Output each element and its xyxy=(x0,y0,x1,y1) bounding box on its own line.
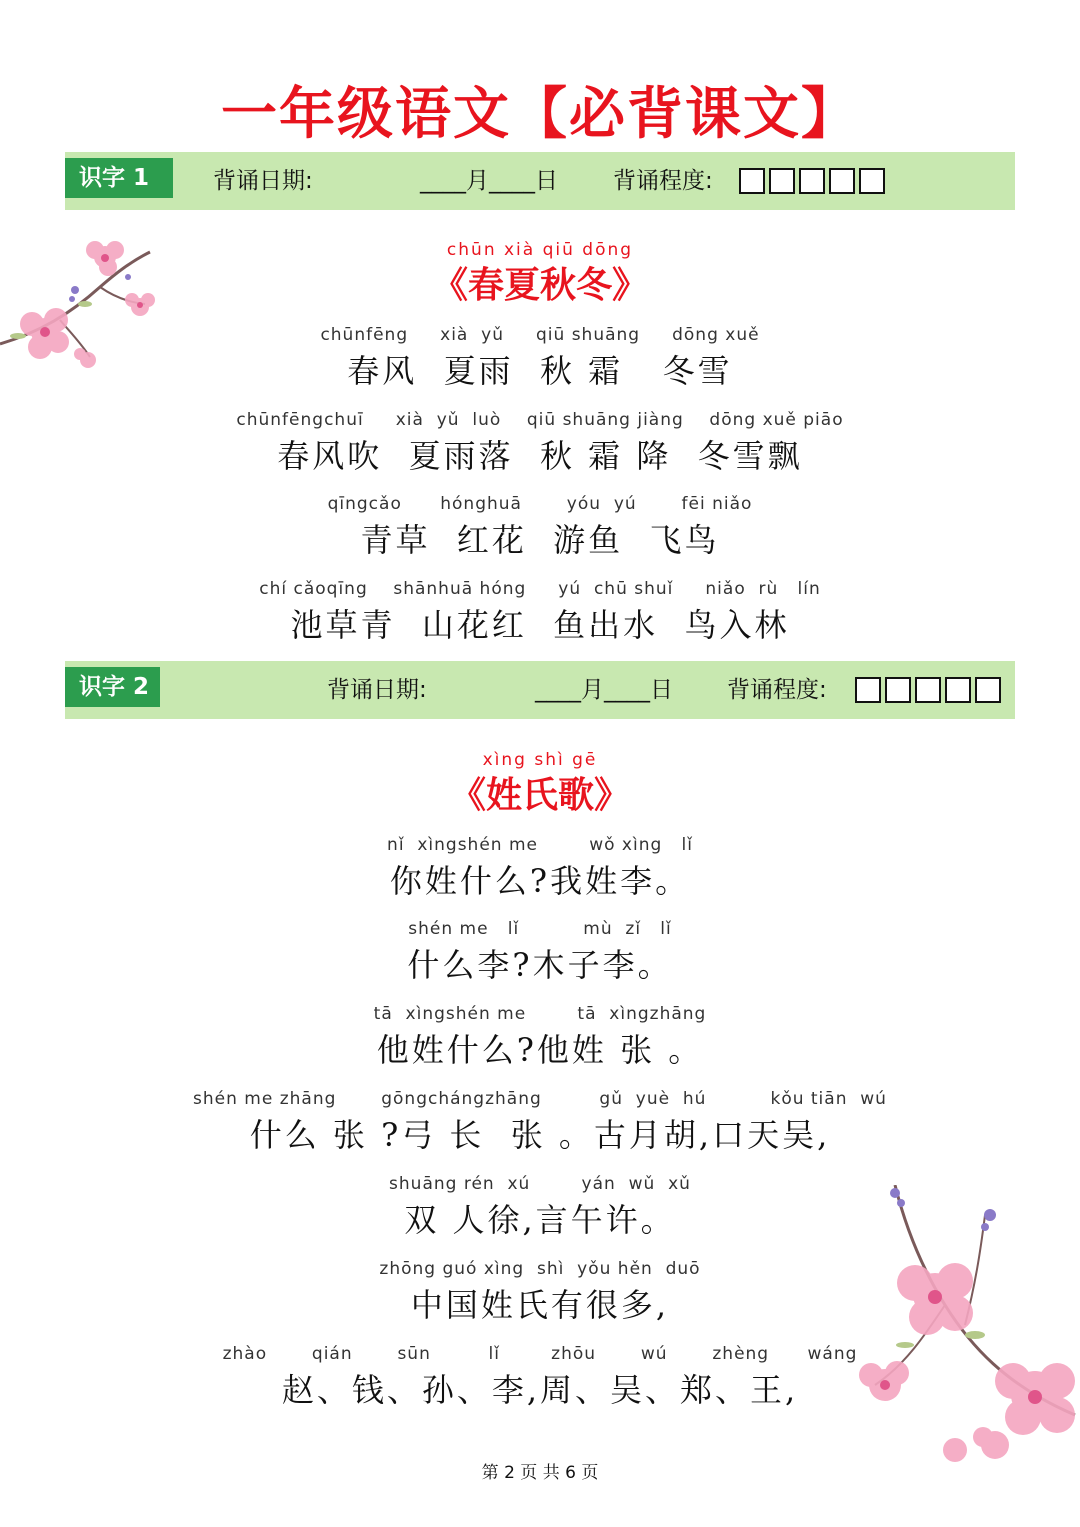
progress-checkbox[interactable] xyxy=(859,168,885,194)
poem-2-line-2: 什么李?木子李。 xyxy=(407,946,673,984)
poem-1-title: 《春夏秋冬》 xyxy=(431,265,648,306)
poem-2-line-4-pinyin: shén me zhāng gōngchángzhāng gǔ yuè hú kǒu tiān wú xyxy=(193,1089,887,1109)
page-title: 一年级语文【必背课文】 xyxy=(221,82,859,147)
poem-2-line-5-pinyin: shuāng rén xú yán wǔ xǔ xyxy=(389,1174,691,1194)
poem-2-title: 《姓氏歌》 xyxy=(449,775,630,816)
section-2-progress-label: 背诵程度: xyxy=(727,677,827,703)
poem-2-line-6: 中国姓氏有很多, xyxy=(410,1286,670,1324)
section-2-tag: 识字 2 xyxy=(65,667,160,707)
poem-2-line-1: 你姓什么?我姓李。 xyxy=(389,862,691,900)
poem-1-line-3: 青草 红花 游鱼 飞鸟 xyxy=(360,521,720,559)
progress-checkbox[interactable] xyxy=(975,677,1001,703)
progress-checkbox[interactable] xyxy=(915,677,941,703)
poem-2-line-2-pinyin: shén me lǐ mù zǐ lǐ xyxy=(408,919,672,939)
section-1-header-bar xyxy=(65,152,1015,210)
section-1-progress-boxes xyxy=(739,168,885,194)
poem-1-line-3-pinyin: qīngcǎo hónghuā yóu yú fēi niǎo xyxy=(327,494,753,514)
poem-2-line-3-pinyin: tā xìngshén me tā xìngzhāng xyxy=(373,1004,707,1024)
section-2-progress-boxes xyxy=(855,677,1001,703)
poem-2-line-7: 赵、钱、孙、李,周、吴、郑、王, xyxy=(281,1371,799,1409)
poem-1-line-1: 春风 夏雨 秋 霜 冬雪 xyxy=(347,352,733,390)
progress-checkbox[interactable] xyxy=(739,168,765,194)
poem-2-line-4: 什么 张 ?弓 长 张 。古月胡,口天吴, xyxy=(249,1116,831,1154)
progress-checkbox[interactable] xyxy=(769,168,795,194)
cherry-blossom-left-icon xyxy=(0,232,165,377)
poem-1-line-4: 池草青 山花红 鱼出水 鸟入林 xyxy=(290,606,790,644)
progress-checkbox[interactable] xyxy=(829,168,855,194)
poem-1-line-4-pinyin: chí cǎoqīng shānhuā hóng yú chū shuǐ niǎo rù lín xyxy=(259,579,821,599)
page-footer: 第 2 页 共 6 页 xyxy=(481,1463,599,1483)
section-1-date-label: 背诵日期: xyxy=(213,168,313,194)
progress-checkbox[interactable] xyxy=(799,168,825,194)
poem-1-line-1-pinyin: chūnfēng xià yǔ qiū shuāng dōng xuě xyxy=(320,325,760,345)
poem-2-line-3: 他姓什么?他姓 张 。 xyxy=(376,1031,704,1069)
progress-checkbox[interactable] xyxy=(945,677,971,703)
poem-2-line-5: 双 人徐,言午许。 xyxy=(404,1201,676,1239)
poem-2-title-pinyin: xìng shì gē xyxy=(482,750,598,770)
section-1-date-blank: ____月____日 xyxy=(420,168,558,194)
cherry-blossom-right-icon xyxy=(835,1185,1080,1485)
poem-2-line-7-pinyin: zhào qián sūn lǐ zhōu wú zhèng wáng xyxy=(222,1344,858,1364)
poem-1-title-pinyin: chūn xià qiū dōng xyxy=(446,240,634,260)
section-1-tag: 识字 1 xyxy=(65,158,173,198)
section-2-date-blank: ____月____日 xyxy=(535,677,673,703)
poem-2-line-1-pinyin: nǐ xìngshén me wǒ xìng lǐ xyxy=(387,835,693,855)
section-2-date-label: 背诵日期: xyxy=(327,677,427,703)
poem-1-line-2: 春风吹 夏雨落 秋 霜 降 冬雪飘 xyxy=(277,437,803,475)
progress-checkbox[interactable] xyxy=(855,677,881,703)
section-2-header-bar xyxy=(65,661,1015,719)
progress-checkbox[interactable] xyxy=(885,677,911,703)
poem-1-line-2-pinyin: chūnfēngchuī xià yǔ luò qiū shuāng jiàng dōng xuě piāo xyxy=(236,410,844,430)
section-1-progress-label: 背诵程度: xyxy=(613,168,713,194)
poem-2-line-6-pinyin: zhōng guó xìng shì yǒu hěn duō xyxy=(379,1259,701,1279)
